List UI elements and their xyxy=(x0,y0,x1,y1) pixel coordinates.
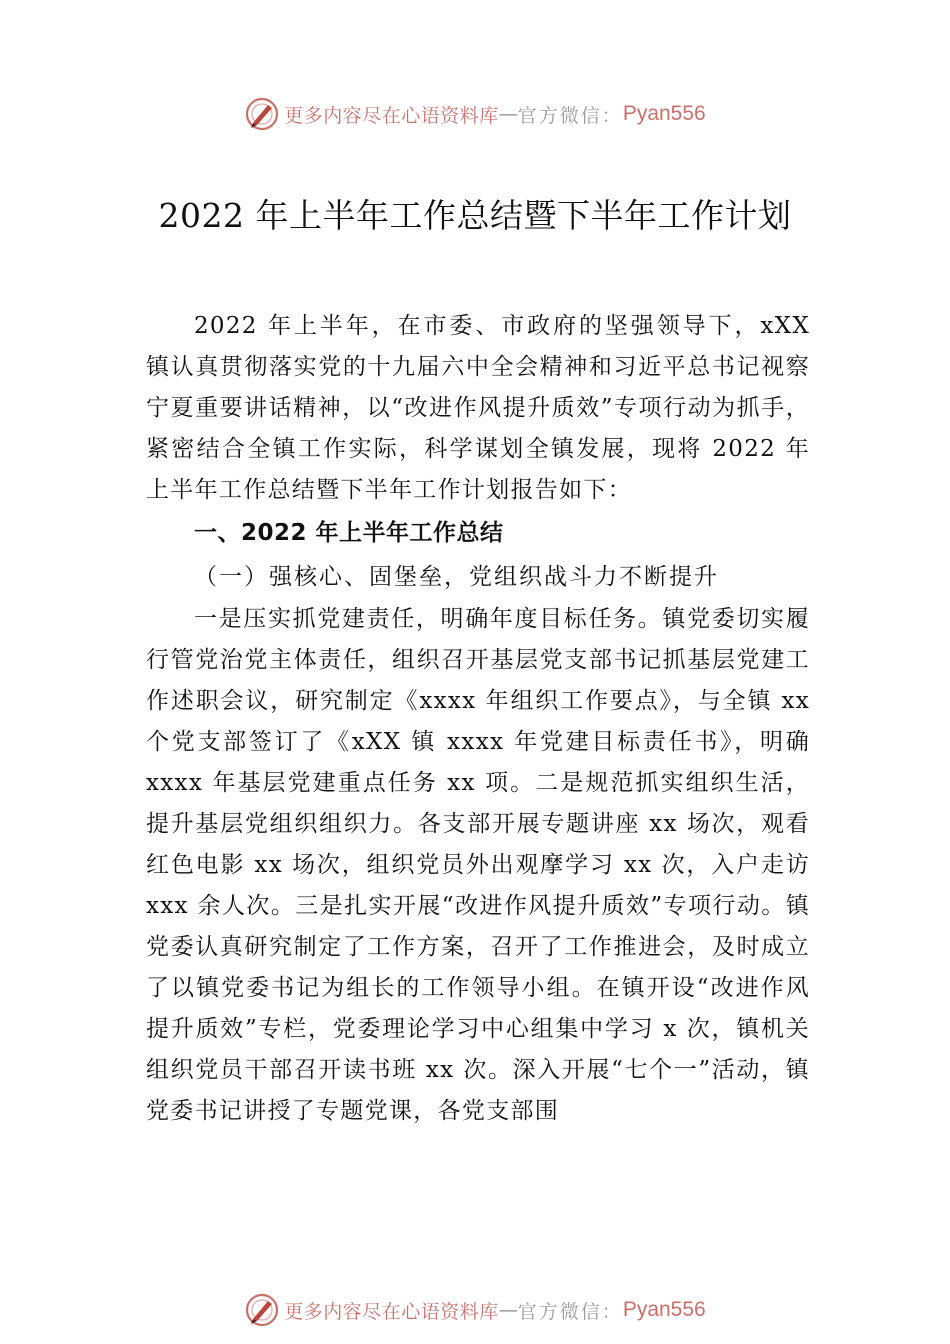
intro-paragraph: 2022 年上半年，在市委、市政府的坚强领导下，xXX 镇认真贯彻落实党的十九届六中全会精神和习近平总书记视察宁夏重要讲话精神，以“改进作风提升质效”专项行动为抓手， 紧密结合全镇工作实际，科学谋划全镇发展，现将 2022 年上半年工作总结暨下半年工作计划报告如下： xyxy=(146,313,810,503)
watermark-text: 更多内容尽在心语资料库 xyxy=(284,1300,499,1323)
watermark-label: 官方微信： xyxy=(517,104,623,127)
watermark-header xyxy=(0,94,950,134)
watermark-separator: — xyxy=(498,1299,518,1321)
document-body xyxy=(146,306,810,1132)
body-paragraph: 一是压实抓党建责任，明确年度目标任务。镇党委切实履行管党治党主体责任，组织召开基层党支部书记抓基层党建工作述职会议，研究制定《xxxx 年组织工作要点》，与全镇 xx 个党支部签订了《xXX 镇 xxxx 年党建目标责任书》，明确 xxxx 年基层党建重点任务 xx 项。二是规范抓实组织生活， 提升基层党组织组织力。各支部开展专题讲座 xx 场次，观看红色电影 xx 场次，组织党员外出观摩学习 xx 次，入户走访 xxx 余人次。三是扎实开展“改进作风提升质效”专项行动。镇党委认真研究制定了工作方案，召开了工作推进会，及时成立了以镇党委书记为组长的工作领导小组。在镇开设“改进作风提升质效”专栏，党委理论学习中心组集中学习 x 次，镇机关组织党员干部召开读书班 xx 次。深入开展“七个一”活动，镇党委书记讲授了专题党课，各党支部围 xyxy=(146,606,810,1124)
pen-logo-icon xyxy=(244,1292,280,1328)
section-heading: 一、2022 年上半年工作总结 xyxy=(194,520,504,546)
watermark-text: 更多内容尽在心语资料库 xyxy=(284,104,499,127)
watermark-wechat-id: Pyan556 xyxy=(622,102,706,125)
pen-logo-icon xyxy=(244,96,280,132)
subsection-heading: （一）强核心、固堡垒，党组织战斗力不断提升 xyxy=(194,564,719,590)
document-title: 2022 年上半年工作总结暨下半年工作计划 xyxy=(158,196,792,235)
watermark-wechat-id: Pyan556 xyxy=(622,1298,706,1321)
watermark-separator: — xyxy=(498,103,518,125)
watermark-footer xyxy=(0,1290,950,1330)
watermark-label: 官方微信： xyxy=(517,1300,623,1323)
